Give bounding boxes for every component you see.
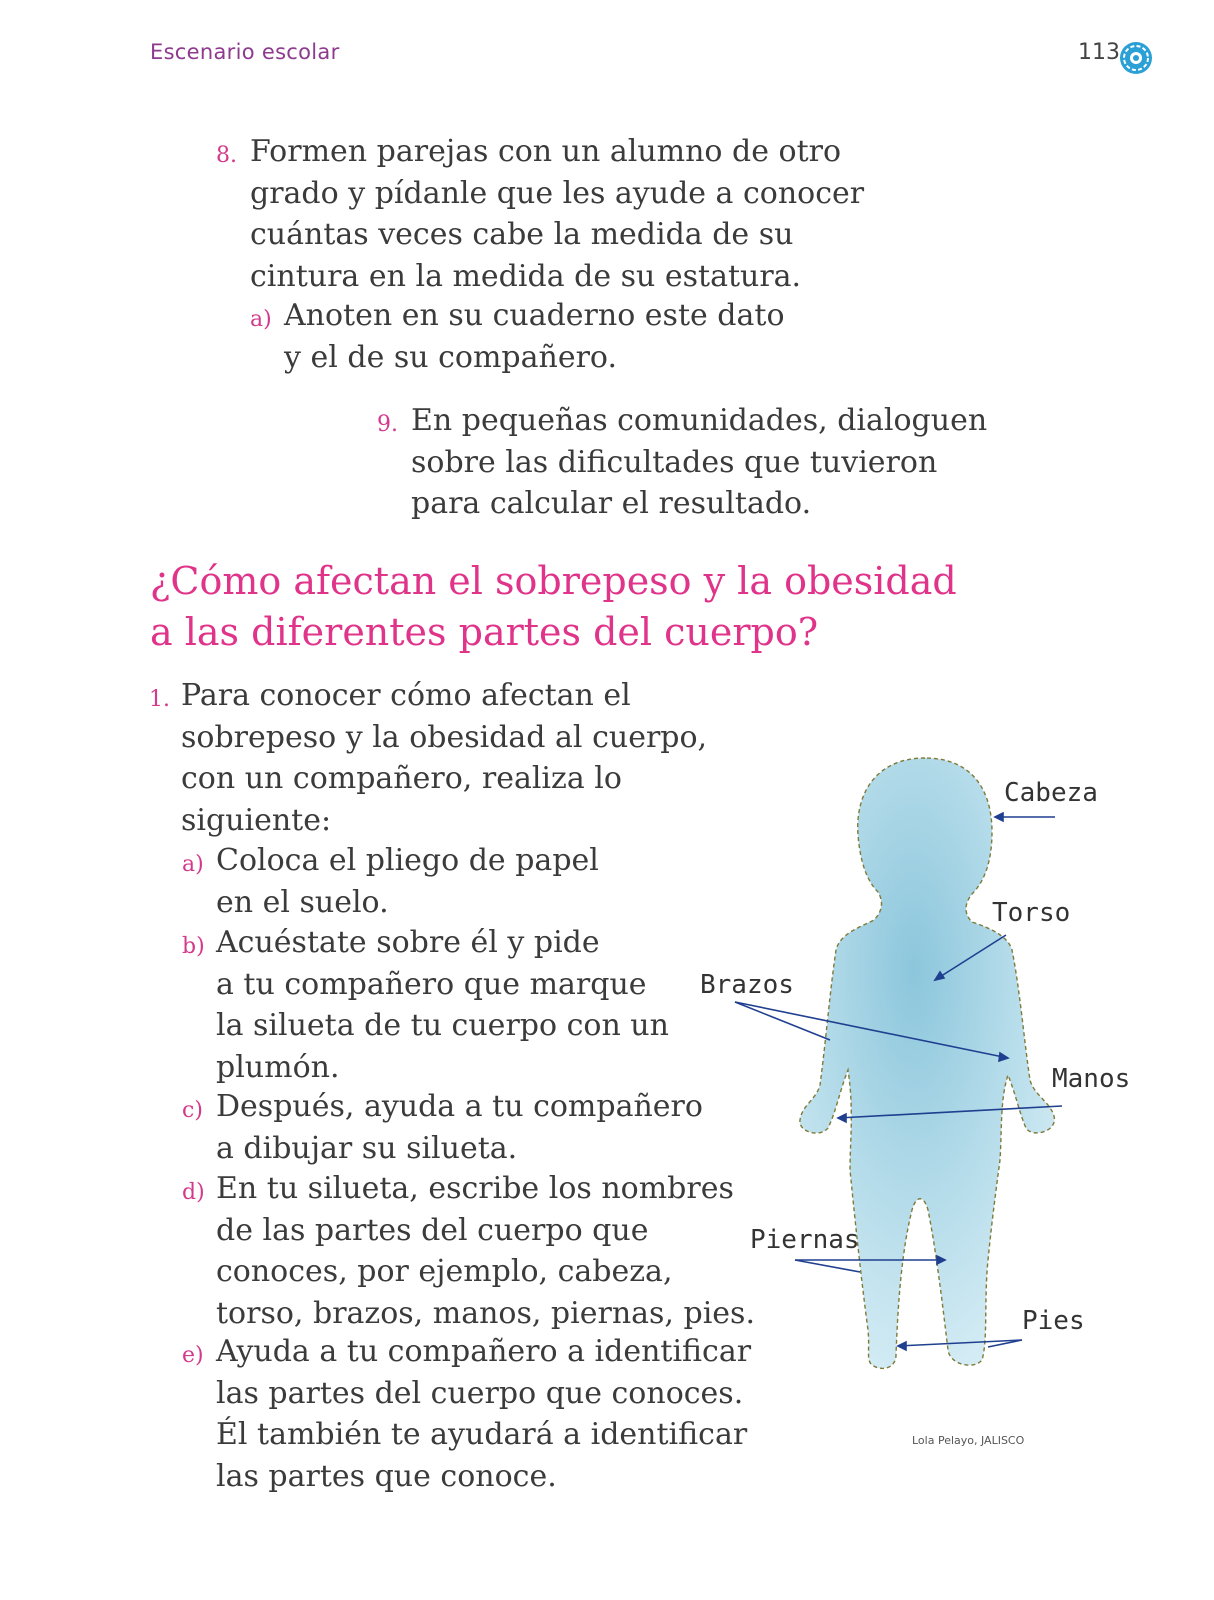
- piernas-arrow-left: [795, 1260, 860, 1272]
- item-8: [216, 131, 970, 297]
- activity-1: [149, 675, 741, 841]
- label-piernas: Piernas: [750, 1225, 860, 1255]
- body-outline: [800, 758, 1055, 1368]
- pies-arrowhead: [898, 1342, 906, 1350]
- cabeza-arrowhead: [995, 813, 1003, 821]
- step-text: Después, ayuda a tu compañero a dibujar su silueta.: [216, 1089, 703, 1166]
- section-title: ¿Cómo afectan el sobrepeso y la obesidad a las diferentes partes del cuerpo?: [150, 559, 957, 654]
- item-text: En pequeñas comunidades, dialoguen sobre las dificultades que tuvieron para calcular el resultado.: [411, 403, 988, 521]
- step-letter: a): [182, 852, 204, 877]
- step-letter: d): [182, 1180, 205, 1205]
- manos-arrowhead: [838, 1114, 846, 1122]
- step-c: [182, 1086, 756, 1169]
- item-8-a: [250, 295, 964, 378]
- item-text: Formen parejas con un alumno de otro grado y pídanle que les ayude a conocer cuántas veces cabe la medida de su cintura en la medida de su estatura.: [250, 134, 865, 294]
- item-9: [377, 400, 1131, 525]
- step-b: [182, 922, 756, 1088]
- item-text: Anoten en su cuaderno este dato y el de su compañero.: [284, 298, 785, 375]
- page-number: 113: [1078, 40, 1120, 65]
- flower-badge-icon: [1118, 40, 1154, 76]
- item-letter: a): [250, 307, 272, 332]
- step-letter: c): [182, 1098, 203, 1123]
- label-manos: Manos: [1052, 1064, 1131, 1094]
- body-silhouette-figure: [690, 740, 1160, 1440]
- step-a: [182, 840, 756, 923]
- item-number: 9.: [377, 412, 398, 437]
- label-brazos: Brazos: [700, 970, 794, 1000]
- header-title: Escenario escolar: [150, 40, 340, 64]
- activity-text: Para conocer cómo afectan el sobrepeso y la obesidad al cuerpo, con un compañero, realiza lo siguiente:: [181, 678, 708, 838]
- step-text: En tu silueta, escribe los nombres de las partes del cuerpo que conoces, por ejemplo, cabeza, torso, brazos, manos, piernas, pies.: [216, 1171, 755, 1331]
- step-text: Acuéstate sobre él y pide a tu compañero que marque la silueta de tu cuerpo con un plumón.: [216, 925, 669, 1085]
- item-number: 8.: [216, 143, 237, 168]
- label-cabeza: Cabeza: [1004, 778, 1098, 808]
- brazos-arrow-left: [735, 1002, 830, 1040]
- illustration-credit: Lola Pelayo, JALISCO: [912, 1434, 1025, 1447]
- step-text: Ayuda a tu compañero a identificar las partes del cuerpo que conoces. Él también te ayudará a identificar las partes que conoce.: [216, 1334, 752, 1494]
- label-pies: Pies: [1022, 1306, 1085, 1336]
- step-text: Coloca el pliego de papel en el suelo.: [216, 843, 599, 920]
- label-torso: Torso: [992, 898, 1071, 928]
- step-letter: e): [182, 1343, 204, 1368]
- step-letter: b): [182, 934, 205, 959]
- activity-number: 1.: [149, 687, 170, 712]
